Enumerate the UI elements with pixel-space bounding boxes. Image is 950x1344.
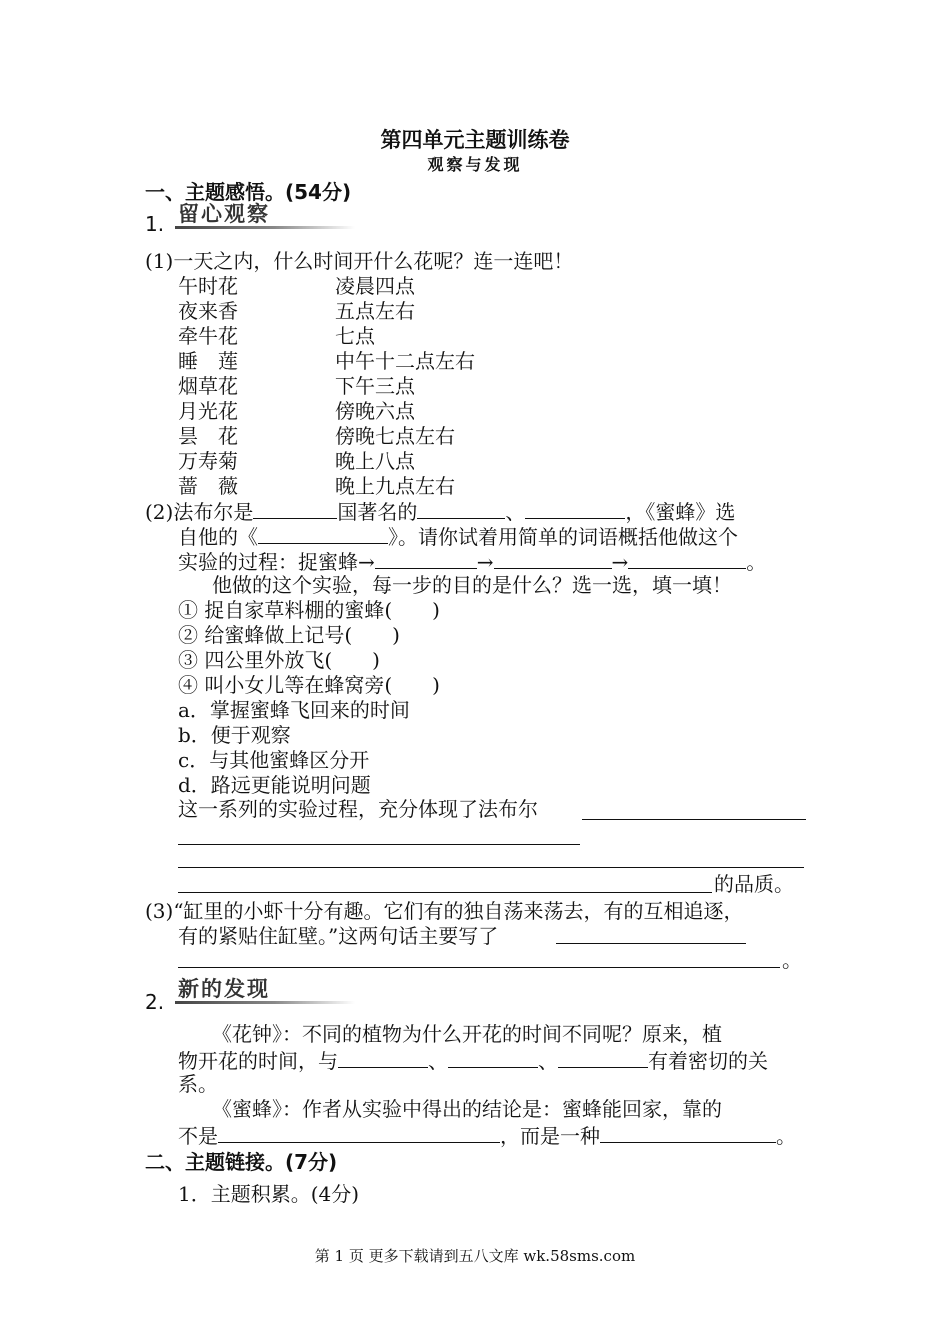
flower-item-3: 牵牛花 xyxy=(178,324,238,348)
blank-quality-3[interactable] xyxy=(178,867,804,868)
q2-l2d: 有着密切的关 xyxy=(648,1049,768,1073)
time-item-9: 晚上九点左右 xyxy=(335,474,455,498)
step-item-1: ① 捉自家草料棚的蜜蜂( ) xyxy=(178,598,440,622)
blank-quality-4[interactable] xyxy=(178,892,712,893)
option-item-3: c．与其他蜜蜂区分开 xyxy=(178,748,370,772)
time-item-5: 下午三点 xyxy=(335,374,415,398)
page-title: 第四单元主题训练卷 xyxy=(380,128,570,152)
q2-line5 xyxy=(178,1122,796,1148)
blank-quality-1[interactable] xyxy=(582,819,806,820)
q1-p2-line3 xyxy=(178,548,766,574)
time-item-7: 傍晚七点左右 xyxy=(335,424,455,448)
q1-p2-l1d: ，《蜜蜂》选 xyxy=(625,500,736,524)
blank-instinct[interactable] xyxy=(600,1122,776,1143)
q1-p2-l1c: 、 xyxy=(505,500,526,524)
blank-factor-3[interactable] xyxy=(558,1047,648,1068)
page-footer: 第 1 页 更多下载请到五八文库 wk.58sms.com xyxy=(314,1247,636,1265)
q1-p2-quality: 的品质。 xyxy=(714,872,794,896)
q1-p2-line1 xyxy=(145,498,735,524)
flower-item-8: 万寿菊 xyxy=(178,449,238,473)
page-subtitle: 观察与发现 xyxy=(427,155,523,174)
q2-line3: 系。 xyxy=(178,1072,218,1096)
q1-p2-l3b: → xyxy=(476,550,494,574)
q1-p2-l1a: (2)法布尔是 xyxy=(145,500,254,524)
blank-step-4[interactable] xyxy=(628,548,746,569)
q2-l2c: 、 xyxy=(538,1049,558,1073)
q1-p3-end: 。 xyxy=(782,948,802,972)
q1-p2-summary: 这一系列的实验过程，充分体现了法布尔 xyxy=(178,797,538,821)
q2-l5c: 。 xyxy=(776,1124,796,1148)
time-item-1: 凌晨四点 xyxy=(335,274,415,298)
q1-p3-line1: (3)“缸里的小虾十分有趣。它们有的独自荡来荡去，有的互相追逐， xyxy=(145,899,744,923)
step-item-2: ② 给蜜蜂做上记号( ) xyxy=(178,623,400,647)
flower-item-6: 月光花 xyxy=(178,399,238,423)
blank-step-2[interactable] xyxy=(375,548,477,569)
q2-line4: 《蜜蜂》：作者从实验中得出的结论是：蜜蜂能回家，靠的 xyxy=(212,1097,722,1121)
q1-banner: 留心观察 xyxy=(178,202,270,226)
blank-not-rely[interactable] xyxy=(218,1122,500,1143)
q1-number: 1. xyxy=(145,212,165,236)
blank-profession-2[interactable] xyxy=(525,498,625,519)
option-item-4: d．路远更能说明问题 xyxy=(178,773,371,797)
blank-shrimp-1[interactable] xyxy=(556,943,746,944)
time-item-6: 傍晚六点 xyxy=(335,399,415,423)
q2-line2 xyxy=(178,1047,768,1073)
q1-p2-l2a: 自他的《 xyxy=(178,525,258,549)
q1-banner-bar xyxy=(175,226,355,229)
blank-quality-2[interactable] xyxy=(178,844,580,845)
q2-number: 2. xyxy=(145,990,165,1014)
q2-line1: 《花钟》：不同的植物为什么开花的时间不同呢？原来，植 xyxy=(212,1022,722,1046)
q1-p2-l2b: 》。请你试着用简单的词语概括他做这个 xyxy=(388,525,738,549)
step-item-3: ③ 四公里外放飞( ) xyxy=(178,648,380,672)
blank-country[interactable] xyxy=(253,498,337,519)
flower-item-4: 睡 莲 xyxy=(178,349,238,373)
option-item-2: b．便于观察 xyxy=(178,723,291,747)
section1-heading: 一、主题感悟。(54分) xyxy=(145,180,352,204)
flower-item-1: 午时花 xyxy=(178,274,238,298)
flower-item-9: 蔷 薇 xyxy=(178,474,238,498)
option-item-1: a．掌握蜜蜂飞回来的时间 xyxy=(178,698,410,722)
flower-item-5: 烟草花 xyxy=(178,374,238,398)
q1-p2-l3c: → xyxy=(611,550,629,574)
blank-factor-1[interactable] xyxy=(338,1047,428,1068)
q2-l5b: ，而是一种 xyxy=(500,1124,600,1148)
section2-heading: 二、主题链接。(7分) xyxy=(145,1150,338,1174)
q2-banner-bar xyxy=(175,1001,355,1004)
q2-l2b: 、 xyxy=(428,1049,448,1073)
blank-shrimp-2[interactable] xyxy=(178,967,780,968)
time-item-3: 七点 xyxy=(335,324,375,348)
q1-p2-l1b: 国著名的 xyxy=(337,500,418,524)
q2-l5a: 不是 xyxy=(178,1124,218,1148)
step-item-4: ④ 叫小女儿等在蜂窝旁( ) xyxy=(178,673,440,697)
section2-q1: 1．主题积累。(4分) xyxy=(178,1182,360,1206)
blank-step-3[interactable] xyxy=(494,548,612,569)
q1-p3-line2: 有的紧贴住缸壁。”这两句话主要写了 xyxy=(178,924,499,948)
flower-item-2: 夜来香 xyxy=(178,299,238,323)
time-item-4: 中午十二点左右 xyxy=(335,349,475,373)
q2-l2a: 物开花的时间，与 xyxy=(178,1049,338,1073)
q2-banner: 新的发现 xyxy=(178,977,270,1001)
time-item-8: 晚上八点 xyxy=(335,449,415,473)
time-item-2: 五点左右 xyxy=(335,299,415,323)
q1-p2-line4: 他做的这个实验，每一步的目的是什么？选一选，填一填！ xyxy=(212,573,732,597)
q1-p1-prompt: (1)一天之内，什么时间开什么花呢？连一连吧！ xyxy=(145,249,574,273)
blank-factor-2[interactable] xyxy=(448,1047,538,1068)
flower-item-7: 昙 花 xyxy=(178,424,238,448)
blank-book-title[interactable] xyxy=(258,523,388,544)
q1-p2-l3d: 。 xyxy=(746,550,767,574)
q1-p2-line2 xyxy=(178,523,738,549)
q1-p2-l3a: 实验的过程：捉蜜蜂→ xyxy=(178,550,375,574)
blank-profession-1[interactable] xyxy=(417,498,505,519)
